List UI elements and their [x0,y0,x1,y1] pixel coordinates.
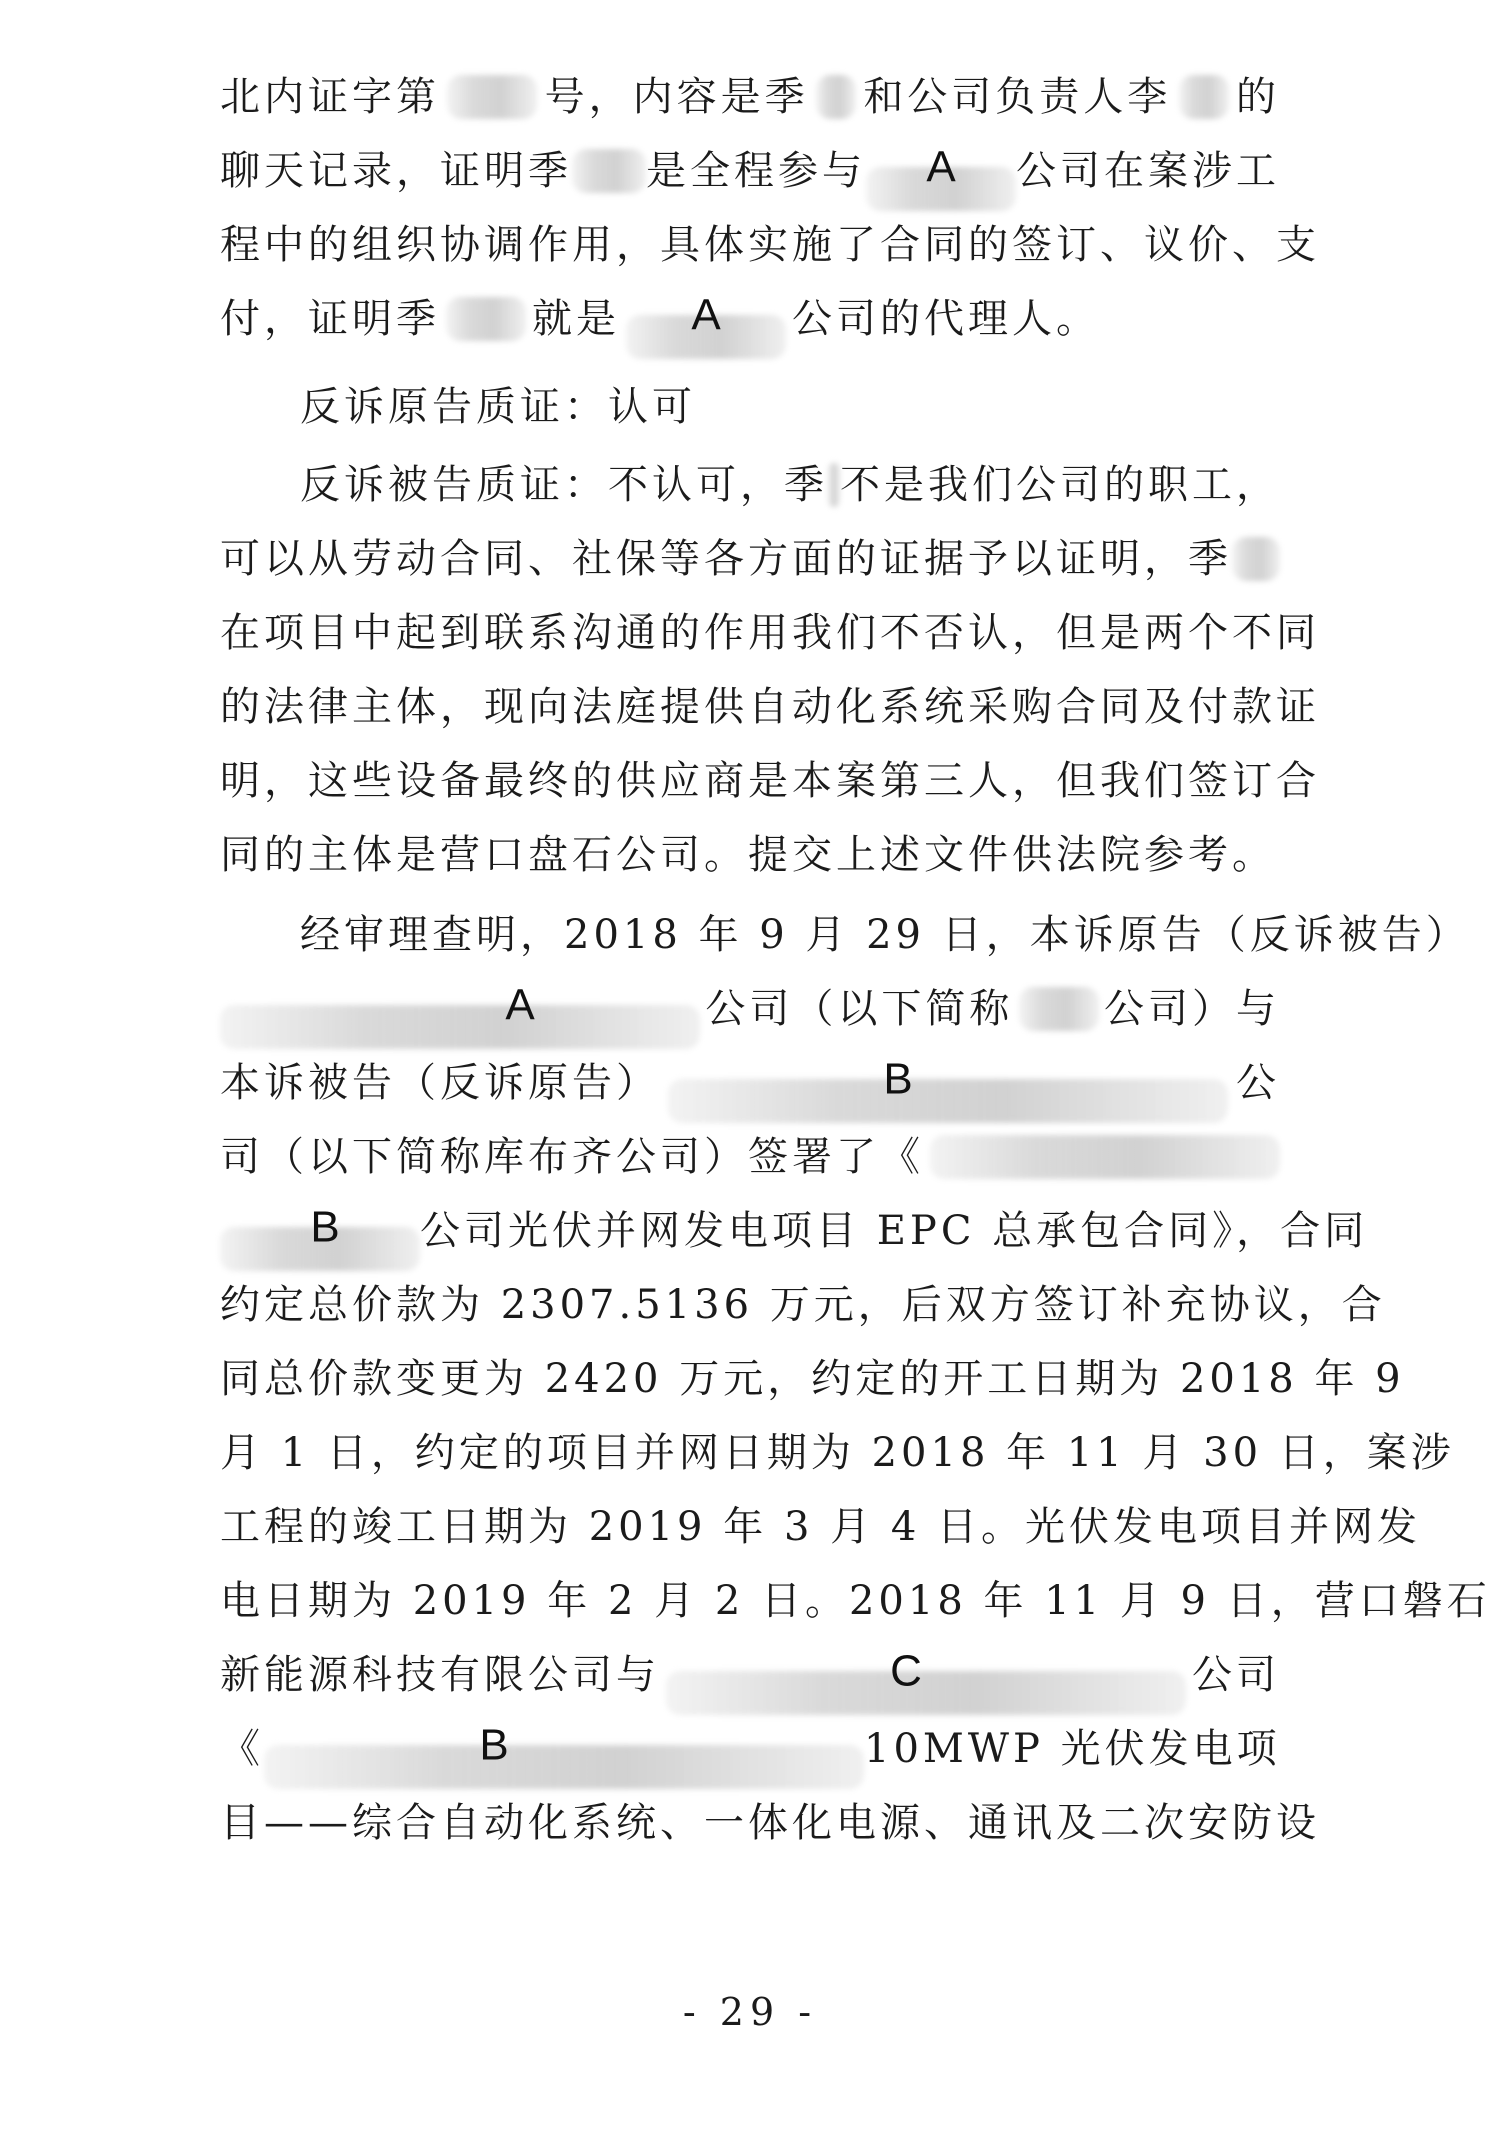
redaction-blur [446,297,526,341]
text-segment: 电日期为 2019 年 2 月 2 日。2018 年 11 月 9 日，营口磐石 [220,1578,1491,1624]
redaction-blur [264,1745,864,1789]
redaction-with-marker [626,290,786,341]
text-line [220,208,1320,282]
party-marker: A [926,142,956,192]
text-segment: 新能源科技有限公司与 [220,1652,660,1698]
text-segment: 程中的组织协调作用，具体实施了合同的签订、议价、支 [220,222,1320,268]
text-segment: 付，证明季 [220,296,440,342]
text-segment: 反诉被告质证：不认可，季 [300,462,828,508]
text-segment: 号，内容是季 [544,74,809,120]
text-segment: 不是我们公司的职工， [840,462,1280,508]
text-segment: 和公司负责人李 [863,74,1172,120]
text-segment: 就是 [532,296,620,342]
text-segment: 公司）与 [1103,986,1280,1032]
text-line [220,60,1280,134]
text-segment: 北内证字第 [220,74,440,120]
text-line [220,522,1280,596]
text-segment: 本诉被告（反诉原告） [220,1060,660,1106]
text-line [220,1120,1280,1194]
text-line [220,1046,1280,1120]
redaction-blur [1232,537,1280,581]
redaction-with-marker [220,1202,420,1253]
text-segment: 公司的代理人。 [792,296,1100,342]
text-segment: 约定总价款为 2307.5136 万元，后双方签订补充协议，合 [220,1282,1386,1328]
text-segment: 10MWP 光伏发电项 [864,1726,1281,1772]
redaction-with-marker [666,1646,1186,1697]
text-segment: 反诉原告质证：认可 [300,384,696,430]
text-line [220,134,1280,208]
text-segment: 公 [1236,1060,1280,1106]
text-segment: 公司 [1192,1652,1280,1698]
text-line [220,1268,1386,1342]
text-line [220,596,1320,670]
redaction-blur [666,1671,1186,1715]
redaction-blur [1019,987,1099,1031]
redaction-blur [930,1135,1280,1179]
text-line [220,818,1280,892]
text-segment: 司（以下简称库布齐公司）签署了《 [220,1134,924,1180]
text-line [220,898,1470,972]
text-line [220,1786,1320,1860]
party-marker: B [479,1720,509,1770]
text-segment: 月 1 日，约定的项目并网日期为 2018 年 11 月 30 日，案涉 [220,1430,1455,1476]
party-marker: B [310,1202,340,1252]
text-line [220,972,1280,1046]
text-segment: 《 [220,1726,264,1772]
text-segment: 同的主体是营口盘石公司。提交上述文件供法院参考。 [220,832,1276,878]
redaction-with-marker [264,1720,864,1771]
text-line [220,744,1320,818]
text-line [220,370,1280,444]
text-line [220,1342,1405,1416]
text-segment: 经审理查明，2018 年 9 月 29 日，本诉原告（反诉被告） [300,912,1470,958]
redaction-blur [668,1079,1228,1123]
text-segment: 公司光伏并网发电项目 EPC 总承包合同》，合同 [420,1208,1369,1254]
text-segment: 是全程参与 [646,148,866,194]
text-line [220,1194,1369,1268]
text-line [220,1638,1280,1712]
text-segment: 明，这些设备最终的供应商是本案第三人，但我们签订合 [220,758,1320,804]
text-segment: 可以从劳动合同、社保等各方面的证据予以证明，季 [220,536,1232,582]
text-segment: 的法律主体，现向法庭提供自动化系统采购合同及付款证 [220,684,1320,730]
redaction-blur [816,75,856,119]
redaction-with-marker [668,1054,1228,1105]
page-number: - 29 - [682,1990,818,2034]
redaction-blur [220,1005,700,1049]
text-segment: 的 [1235,74,1280,120]
text-line [220,1490,1421,1564]
party-marker: A [691,290,721,340]
redaction-with-marker [220,980,700,1031]
redaction-blur [447,75,537,119]
text-segment: 聊天记录，证明季 [220,148,572,194]
redaction-blur [828,463,840,507]
text-line [220,1712,1280,1786]
text-segment: 在项目中起到联系沟通的作用我们不否认，但是两个不同 [220,610,1320,656]
redaction-blur [1179,75,1229,119]
text-segment: 目——综合自动化系统、一体化电源、通讯及二次安防设 [220,1800,1320,1846]
text-line [220,1564,1491,1638]
text-segment: 公司（以下简称 [705,986,1014,1032]
redaction-with-marker [866,142,1016,193]
text-segment: 工程的竣工日期为 2019 年 3 月 4 日。光伏发电项目并网发 [220,1504,1421,1550]
text-line [220,448,1280,522]
text-segment: 公司在案涉工 [1016,148,1280,194]
party-marker: A [505,980,535,1030]
party-marker: B [883,1054,913,1104]
text-line [220,1416,1455,1490]
party-marker: C [890,1646,922,1696]
text-line [220,670,1320,744]
text-line [220,282,1280,356]
redaction-blur [572,149,646,193]
text-segment: 同总价款变更为 2420 万元，约定的开工日期为 2018 年 9 [220,1356,1405,1402]
